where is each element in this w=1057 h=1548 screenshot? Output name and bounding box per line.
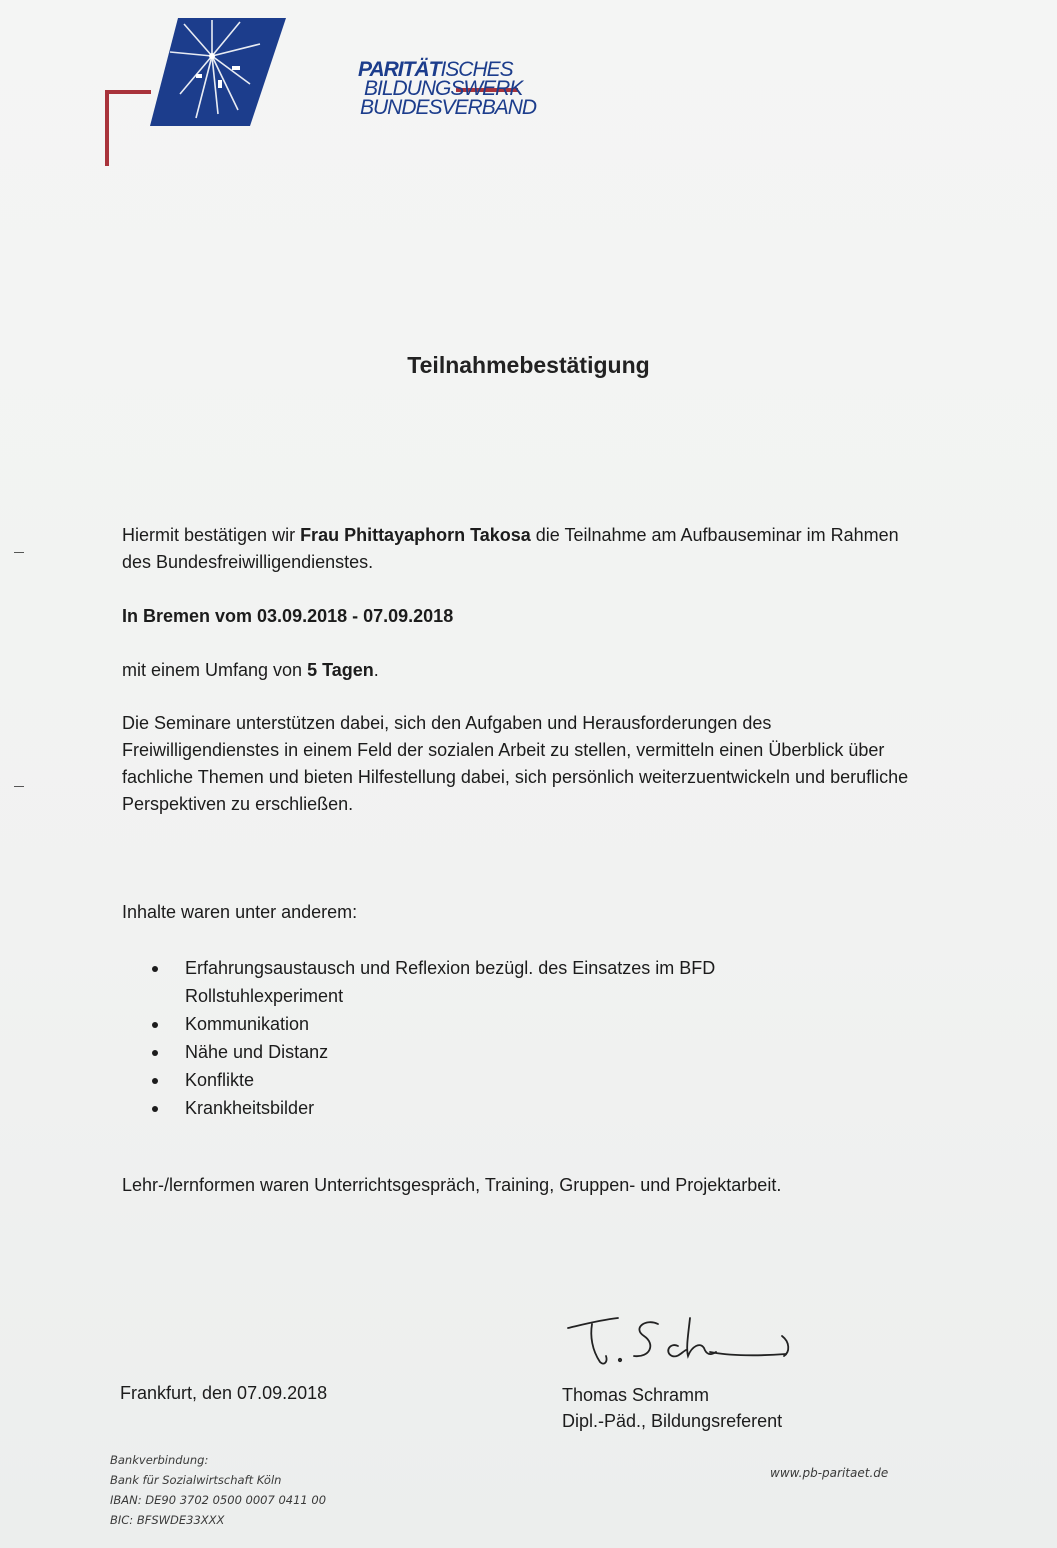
confirmation-paragraph: Hiermit bestätigen wir Frau Phittayaphorn Takosa die Teilnahme am Aufbauseminar im Rahmen des Bundesfreiwilligendienstes. — [122, 525, 899, 572]
fold-mark — [14, 786, 24, 787]
contents-intro: Inhalte waren unter anderem: — [122, 902, 358, 922]
scope-line: mit einem Umfang von 5 Tagen. — [122, 660, 379, 680]
signer-title: Dipl.-Päd., Bildungsreferent — [562, 1411, 783, 1431]
place-and-date: Frankfurt, den 07.09.2018 — [120, 1383, 328, 1403]
contents-list — [152, 954, 715, 1122]
teaching-methods: Lehr-/lernformen waren Unterrichtsgespräch, Training, Gruppen- und Projektarbeit. — [122, 1175, 782, 1195]
document-title: Teilnahmebestätigung — [407, 352, 650, 378]
participant-name: Frau Phittayaphorn Takosa — [300, 525, 531, 545]
logo-wordmark: PARITÄTISCHES BILDUNGSWERK BUNDESVERBAND — [358, 58, 537, 119]
scope-days: 5 Tagen — [307, 660, 374, 680]
list-item: Krankheitsbilder — [152, 1094, 715, 1122]
fold-mark — [14, 552, 24, 553]
location-dates: In Bremen vom 03.09.2018 - 07.09.2018 — [122, 606, 454, 626]
organization-logo — [100, 14, 537, 174]
bank-details — [110, 1450, 326, 1530]
signer-name: Thomas Schramm — [562, 1385, 710, 1405]
seminar-description: Die Seminare unterstützen dabei, sich den Aufgaben und Herausforderungen des Freiwilligendienstes in einem Feld der sozialen Arbeit zu stellen, vermitteln einen Überblick über fachliche Themen und bieten Hilfestellung dabei, sich persönlich weiterzuentwickeln und berufliche Perspektiven zu erschließen. — [122, 713, 909, 814]
bank-bic: BIC: BFSWDE33XXX — [110, 1513, 225, 1527]
list-item: Konflikte — [152, 1066, 715, 1094]
signer-block — [562, 1382, 782, 1434]
handwritten-signature — [560, 1306, 800, 1376]
list-item: Kommunikation — [152, 1010, 715, 1038]
bank-iban: IBAN: DE90 3702 0500 0007 0411 00 — [110, 1493, 327, 1507]
website-link[interactable]: www.pb-paritaet.de — [770, 1466, 889, 1480]
list-item: Nähe und Distanz — [152, 1038, 715, 1066]
bank-name: Bank für Sozialwirtschaft Köln — [110, 1473, 282, 1487]
bank-label: Bankverbindung: — [110, 1453, 209, 1467]
list-item: Erfahrungsaustausch und Reflexion bezügl. des Einsatzes im BFD Rollstuhlexperiment — [152, 954, 715, 1010]
